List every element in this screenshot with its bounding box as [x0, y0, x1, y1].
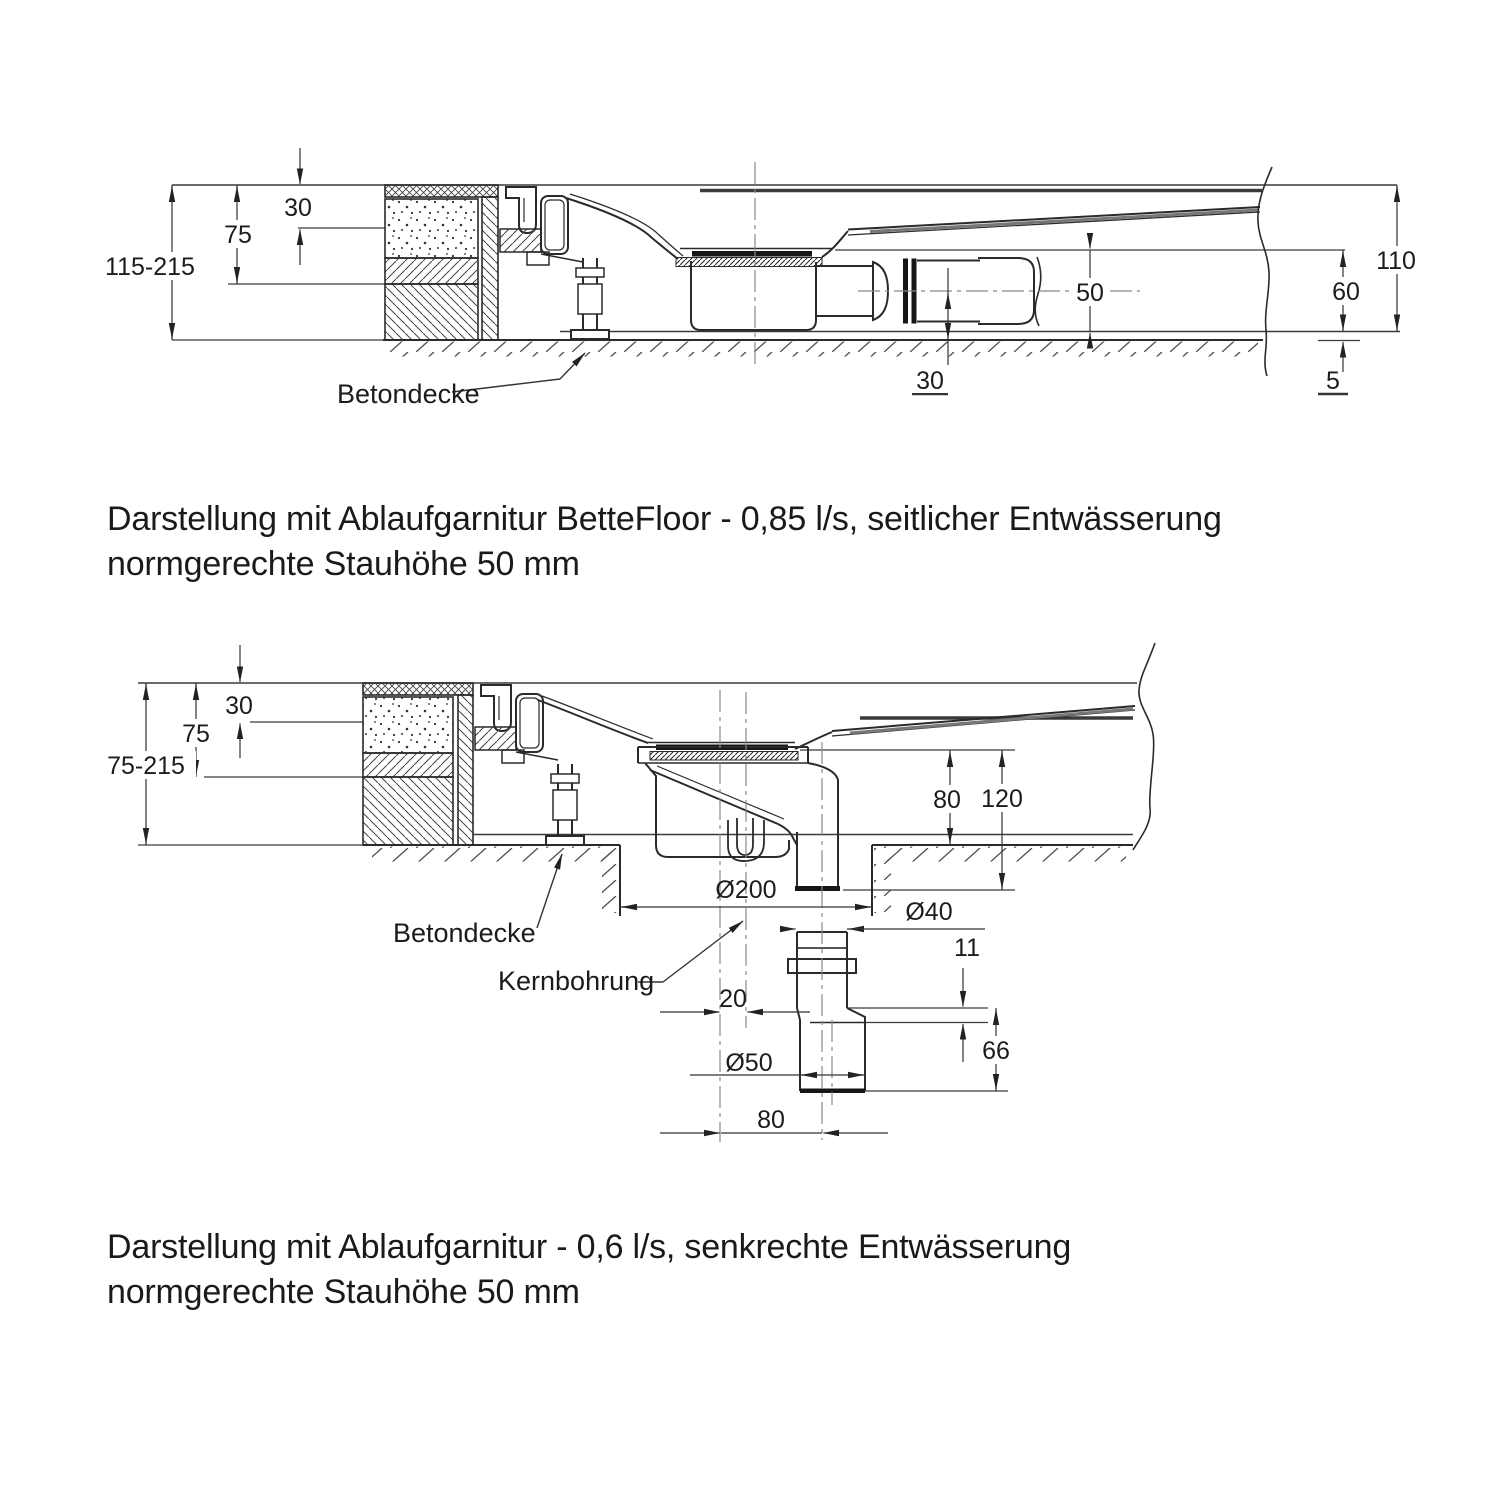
fig2-drain-trap: [638, 747, 840, 891]
fig1-dim-5: 5: [1326, 367, 1340, 395]
fig2-label-betondecke: Betondecke: [393, 918, 536, 948]
fig1-dim-75: 75: [224, 221, 252, 249]
figure1-caption: [107, 497, 1222, 587]
fig2-dim-120: 120: [981, 785, 1023, 813]
fig1-dim-30-top: 30: [284, 194, 312, 222]
fig1-shower-tray: [566, 191, 1262, 267]
fig1-drain-trap: [691, 257, 1041, 330]
fig1-support-foot: [571, 258, 609, 339]
fig1-dim-30-bottom: 30: [916, 367, 944, 395]
figure1-drawing: [0, 0, 1500, 470]
fig2-wall-assembly: [363, 683, 473, 845]
figure1-caption-line2: normgerechte Stauhöhe 50 mm: [107, 545, 580, 583]
fig2-dim-30: 30: [225, 692, 253, 720]
fig2-dim-80-height: 80: [933, 786, 961, 814]
fig2-label-kernbohrung: Kernbohrung: [498, 966, 655, 996]
figure2-caption: [107, 1225, 1071, 1315]
fig2-dim-200: Ø200: [715, 876, 777, 904]
fig2-reference-lines: [138, 683, 1137, 1091]
fig2-dim-50: Ø50: [725, 1049, 773, 1077]
figure2-caption-line2: normgerechte Stauhöhe 50 mm: [107, 1273, 580, 1311]
fig1-dim-60: 60: [1332, 278, 1360, 306]
fig2-dim-80-offset: 80: [757, 1106, 785, 1134]
fig1-dim-range: 115-215: [105, 253, 195, 281]
figure2-drawing: [0, 600, 1500, 1220]
fig1-dim-50: 50: [1076, 279, 1104, 307]
fig2-dim-40: Ø40: [905, 898, 953, 926]
fig2-dim-75: 75: [182, 720, 210, 748]
fig1-dim-110: 110: [1376, 247, 1416, 275]
figure2-caption-line1: Darstellung mit Ablaufgarnitur - 0,6 l/s, senkrechte Entwässerung: [107, 1228, 1072, 1266]
fig2-dim-20: 20: [719, 985, 747, 1013]
fig1-break-line: [1258, 167, 1272, 376]
fig2-dim-66: 66: [982, 1037, 1010, 1065]
fig2-dim-range: 75-215: [107, 752, 185, 780]
figure1-caption-line1: Darstellung mit Ablaufgarnitur BetteFloor - 0,85 l/s, seitlicher Entwässerung: [107, 500, 1222, 538]
fig2-break-line: [1133, 643, 1155, 850]
fig1-concrete-floor: [383, 340, 1263, 357]
fig1-wall-assembly: [385, 185, 498, 340]
fig1-label-betondecke: Betondecke: [337, 379, 480, 409]
fig2-dim-11: 11: [954, 934, 980, 962]
